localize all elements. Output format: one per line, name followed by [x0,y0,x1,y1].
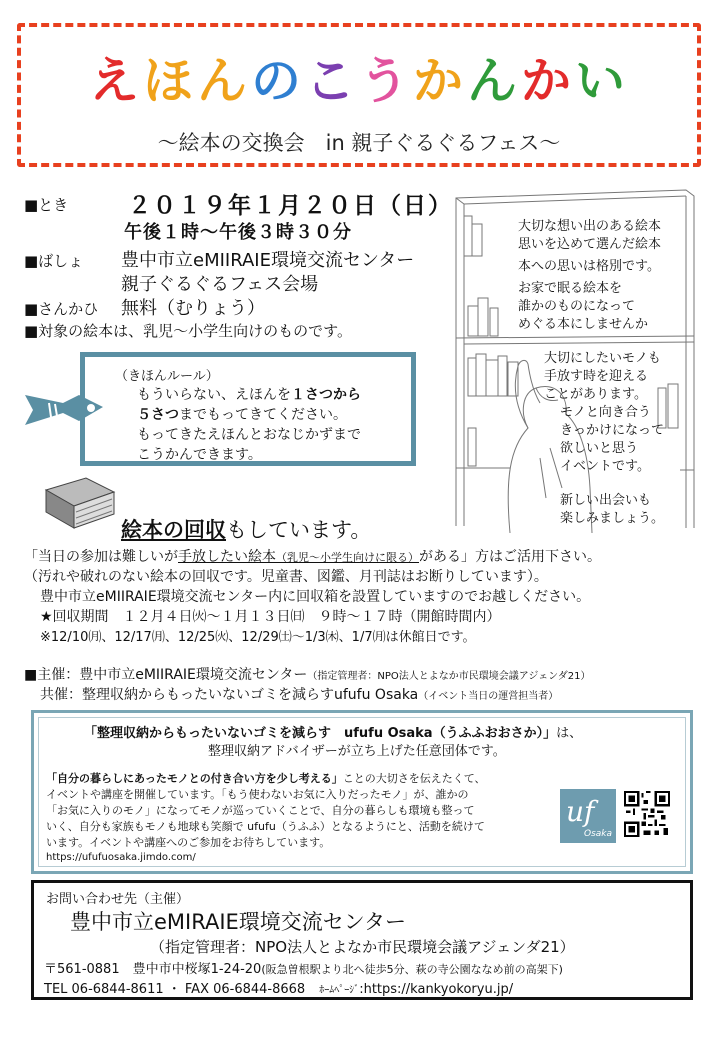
host-line: ■主催：豊中市立eMIIRAIE環境交流センター（指定管理者：NPO法人とよなか市民環境会議アジェンダ21） [24,667,591,683]
contact-phone: TEL 06-6844-8611 ・ FAX 06-6844-8668 ﾎｰﾑﾍﾟｰｼﾞ:https://kankyokoryu.jp/ [44,982,514,997]
cohost-line: 共催：整理収納からもったいないゴミを減らすufufu Osaka（イベント当日の運営担当者） [40,687,559,703]
place-label: ■ばしょ [24,252,84,270]
fee-label: ■さんかひ [24,300,99,318]
rules-line-2: ５さつまでもってきてください。 [137,407,347,423]
title-char: か [521,52,575,110]
illus-text: 新しい出会いも [560,493,652,508]
collection-closed-days: ※12/10㈪、12/17㈪、12/25㈫、12/29㈯〜1/3㈭、1/7㈪は休館日です。 [40,630,476,645]
title-char: か [413,52,467,110]
illus-text: 本への思いは格別です。 [518,259,660,274]
contact-name: 豊中市立eMIRAIE環境交流センター [70,910,406,934]
rules-line-1: もういらない、えほんを１さつから [137,387,361,403]
page-title [21,41,697,113]
collection-period: ★回収期間 １２月４日㈫〜１月１３日㈰ ９時〜１７時（開館時間内） [40,609,501,625]
ufufu-text: 「お気に入りのモノ」になってモノが巡っていくことで、自分の暮らしも環境も整って [46,804,475,817]
title-char: い [575,52,629,110]
ufufu-heading: 「整理収納からもったいないゴミを減らす ufufu Osaka（うふふおおさか）」は、 [84,726,583,741]
title-char: ん [467,52,521,110]
illus-text: お家で眠る絵本を [518,281,623,296]
illus-text: モノと向き合う [560,405,651,420]
title-char: こ [305,52,359,110]
place-name: 豊中市立eMIIRAIE環境交流センター [121,250,415,271]
illus-text: 大切にしたいモノも [544,351,661,366]
when-label: ■とき [24,196,69,214]
contact-label: お問い合わせ先（主催） [46,892,190,907]
ufufu-text: いく、自分も家族もモノも地球も笑顔で ufufu（うふふ）となるようにと、活動を続けて [46,820,485,833]
rules-box [80,352,416,466]
rules-line-3: もってきたえほんとおなじかずまで [137,427,361,443]
ufufu-text: 「自分の暮らしにあったモノとの付き合い方を少し考える」ことの大切さを伝えたくて、 [46,772,486,785]
collection-line-3: 豊中市立eMIIRAIE環境交流センター内に回収箱を設置していますのでお越しください。 [40,589,591,605]
illus-text: 思いを込めて選んだ絵本 [518,237,662,252]
illus-text: 大切な想い出のある絵本 [518,219,662,234]
title-char: え [89,52,143,110]
illus-text: イベントです。 [560,459,650,474]
tag-icon [23,385,113,435]
ufufu-logo: uf Osaka [560,789,616,843]
illus-text: ことがあります。 [544,387,647,402]
contact-homepage[interactable]: :https://kankyokoryu.jp/ [359,982,514,997]
ufufu-text: イベントや講座を開催しています。「もう使わないお気に入りだったモノ」が、誰かの [46,788,469,801]
ufufu-url[interactable]: https://ufufuosaka.jimdo.com/ [46,852,196,863]
contact-manager: （指定管理者：NPO法人とよなか市民環境会議アジェンダ21） [150,938,575,956]
illus-text: きっかけになって [560,423,665,438]
illus-text: めぐる本にしませんか [518,317,649,332]
rules-heading: （きほんルール） [115,369,219,384]
target-note: ■対象の絵本は、乳児〜小学生向けのものです。 [24,322,352,340]
collection-line-1: 「当日の参加は難しいが手放したい絵本（乳児〜小学生向けに限る）がある」方はご活用下さい。 [24,549,601,565]
title-char: う [359,52,413,110]
illus-text: 欲しいと思う [560,441,639,456]
book-icon [40,472,118,534]
contact-address: 〒561-0881 豊中市中桜塚1-24-20(阪急曽根駅より北へ徒歩5分、萩の寺公園ななめ前の高架下) [44,962,563,977]
ufufu-text: います。イベントや講座へのご参加をお待ちしています。 [46,836,331,849]
title-char: の [251,52,305,110]
event-date: ２０１９年１月２０日（日） [128,193,453,219]
illus-text: 誰かのものになって [518,299,636,314]
illus-text: 手放す時を迎える [544,369,649,384]
page-subtitle: 〜絵本の交換会 in 親子ぐるぐるフェス〜 [157,131,561,155]
collection-line-2: （汚れや破れのない絵本の回収です。児童書、図鑑、月刊誌はお断りしています）。 [24,569,548,585]
ufufu-subheading: 整理収納アドバイザーが立ち上げた任意団体です。 [208,744,506,759]
event-time: 午後１時〜午後３時３０分 [124,222,352,243]
fee-value: 無料（むりょう） [121,298,265,319]
place-venue: 親子ぐるぐるフェス会場 [121,274,319,295]
title-char: ん [197,52,251,110]
qr-code-icon[interactable] [624,791,670,837]
illus-text: 楽しみましょう。 [560,511,665,526]
title-char: ほ [143,52,197,110]
collection-heading: 絵本の回収もしています。 [121,518,372,542]
rules-line-4: こうかんできます。 [137,447,262,463]
title-frame [17,23,701,167]
